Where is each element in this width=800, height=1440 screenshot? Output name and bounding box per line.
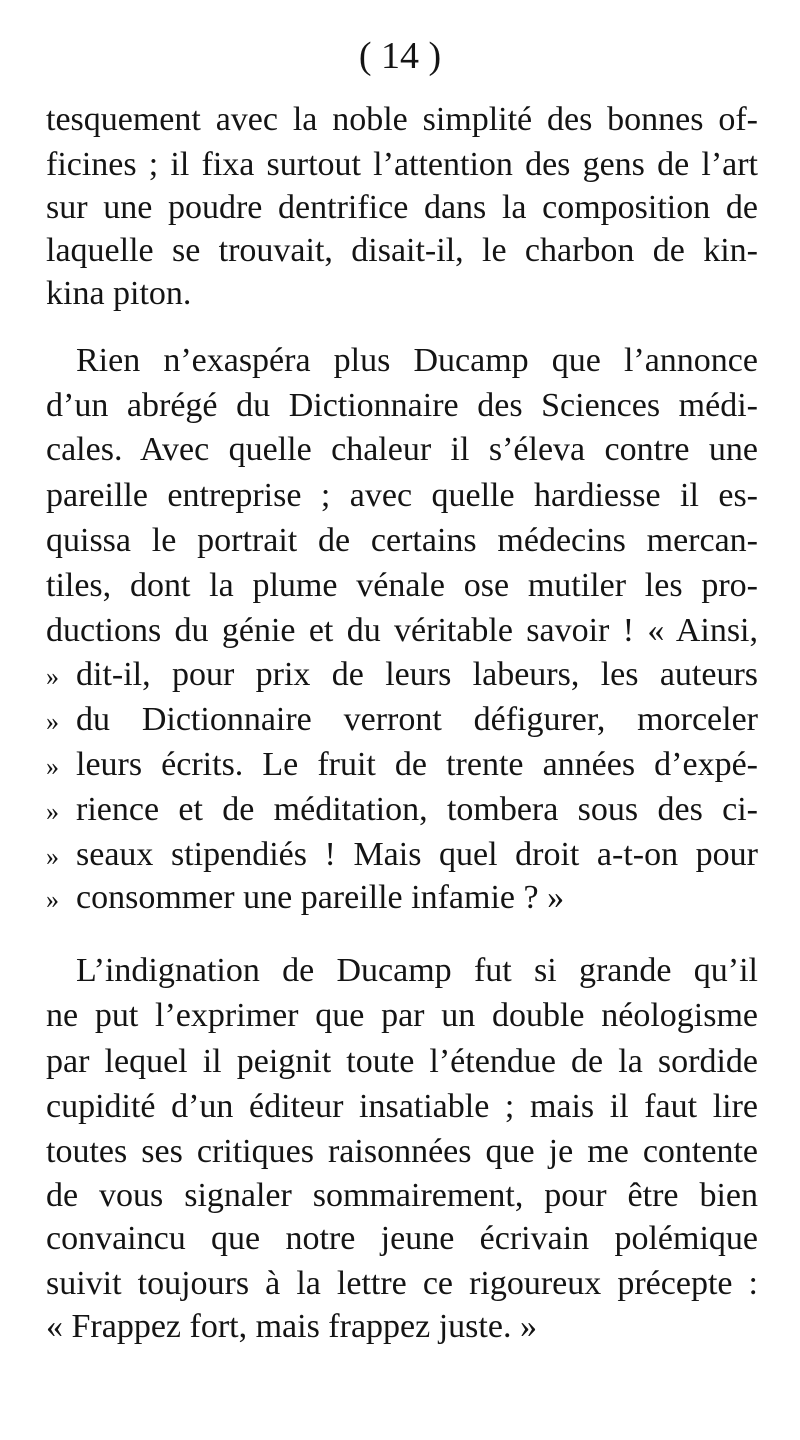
text-line: cupidité d’un éditeur insatiable ; mais il faut lire [46, 1088, 758, 1125]
text-line: sur une poudre dentrifice dans la composition de [46, 189, 758, 226]
quote-text: consommer une pareille infamie ? » [76, 879, 565, 916]
text-line: convaincu que notre jeune écrivain polémique [46, 1220, 758, 1257]
text-line: laquelle se trouvait, disait-il, le charbon de kin- [46, 232, 758, 269]
quote-mark: » [46, 662, 59, 691]
text-line: tiles, dont la plume vénale ose mutiler les pro- [46, 567, 758, 604]
text-line: pareille entreprise ; avec quelle hardiesse il es- [46, 477, 758, 514]
text-line: toutes ses critiques raisonnées que je me contente [46, 1133, 758, 1170]
quote-line [46, 788, 758, 834]
quote-line [46, 833, 758, 879]
quote-mark: » [46, 797, 59, 826]
quote-text: du Dictionnaire verront défigurer, morceler [76, 701, 758, 738]
text-line: kina piton. [46, 275, 192, 312]
text-line: ne put l’exprimer que par un double néologisme [46, 997, 758, 1034]
quote-text: seaux stipendiés ! Mais quel droit a-t-on pour [76, 836, 758, 873]
text-line: ficines ; il fixa surtout l’attention des gens de l’art [46, 146, 758, 183]
quote-text: dit-il, pour prix de leurs labeurs, les auteurs [76, 656, 758, 693]
quote-mark: » [46, 885, 59, 914]
quote-text: leurs écrits. Le fruit de trente années d’expé- [76, 746, 758, 783]
quote-line [46, 876, 758, 922]
text-line: tesquement avec la noble simplité des bonnes of- [46, 101, 758, 138]
text-line: ductions du génie et du véritable savoir ! « Ainsi, [46, 612, 758, 649]
text-line: cales. Avec quelle chaleur il s’éleva contre une [46, 431, 758, 468]
text-line: par lequel il peignit toute l’étendue de la sordide [46, 1043, 758, 1080]
text-line: d’un abrégé du Dictionnaire des Sciences médi- [46, 387, 758, 424]
text-line: « Frappez fort, mais frappez juste. » [46, 1308, 537, 1345]
text-line: Rien n’exaspéra plus Ducamp que l’annonce [76, 342, 758, 379]
quote-mark: » [46, 752, 59, 781]
quote-line [46, 698, 758, 744]
quote-line [46, 653, 758, 699]
quote-mark: » [46, 707, 59, 736]
quote-text: rience et de méditation, tombera sous des ci- [76, 791, 758, 828]
page-number: ( 14 ) [358, 35, 442, 77]
quote-line [46, 743, 758, 789]
text-line: suivit toujours à la lettre ce rigoureux précepte : [46, 1265, 758, 1302]
text-line: de vous signaler sommairement, pour être bien [46, 1177, 758, 1214]
quote-mark: » [46, 842, 59, 871]
text-line: quissa le portrait de certains médecins mercan- [46, 522, 758, 559]
text-line: L’indignation de Ducamp fut si grande qu’il [76, 952, 758, 989]
